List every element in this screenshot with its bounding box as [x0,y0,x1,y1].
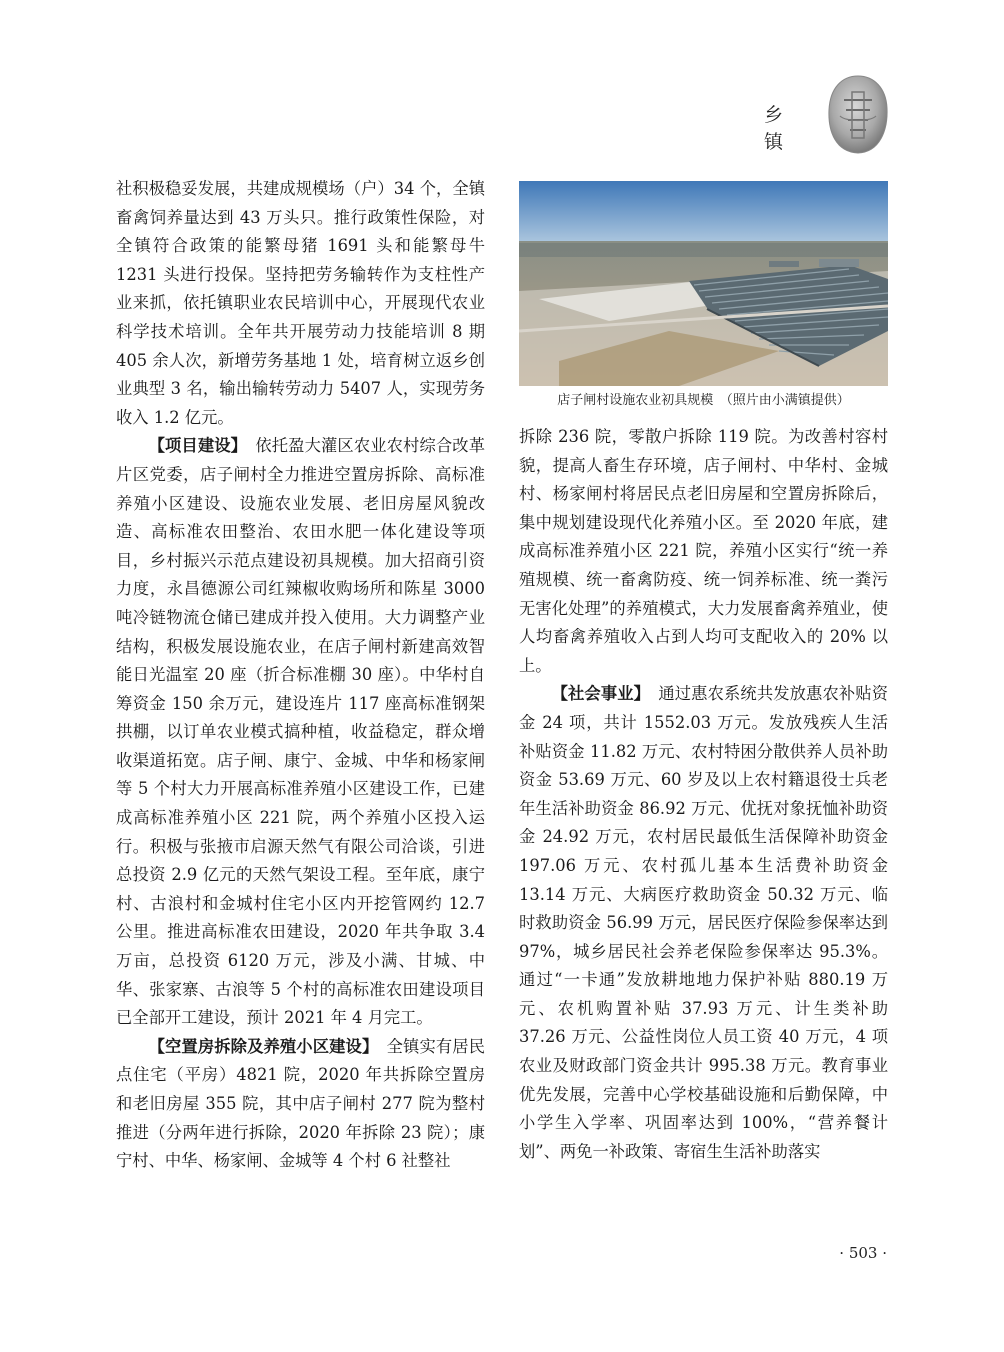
paragraph-social-affairs [519,680,888,1166]
paragraph-livestock-labor: 社积极稳妥发展，共建成规模场（户）34 个，全镇畜禽饲养量达到 43 万头只。推行政策性保险，对全镇符合政策的能繁母猪 1691 头和能繁母牛 1231 头进行投保。坚持把劳务输转作为支柱性产业来抓，依托镇职业农民培训中心，开展现代农业科学技术培训。全年共开展劳动力技能培训 8 期 405 余人次，新增劳务基地 1 处，培育树立返乡创业典型 3 名，输出输转劳动力 5407 人，实现劳务收入 1.2 亿元。 [116,179,485,427]
paragraph-breeding-community: 拆除 236 院，零散户拆除 119 院。为改善村容村貌，提高人畜生存环境，店子闸村、中华村、金城村、杨家闸村将居民点老旧房屋和空置房拆除后，集中规划建设现代化养殖小区。至 2020 年底，建成高标准养殖小区 221 院，养殖小区实行“统一养殖规模、统一畜禽防疫、统一饲养标准、统一粪污无害化处理”的养殖模式，大力发展畜禽养殖业，使人均畜禽养殖收入占到人均可支配收入的 20% 以上。 [519,427,888,675]
photo-caption: 店子闸村设施农业初具规模 （照片由小满镇提供） [557,393,850,408]
paragraph-body: 依托盈大灌区农业农村综合改革片区党委，店子闸村全力推进空置房拆除、高标准养殖小区建设、设施农业发展、老旧房屋风貌改造、高标准农田整治、农田水肥一体化建设等项目，乡村振兴示范点建设初具规模。加大招商引资力度，永昌德源公司红辣椒收购场所和陈星 3000 吨冷链物流仓储已建成并投入使用。大力调整产业结构，积极发展设施农业，在店子闸村新建高效智能日光温室 20 座（折合标准棚 30 座）。中华村自筹资金 150 余万元，建设连片 117 座高标准钢架拱棚，以订单农业模式搞种植，收益稳定，群众增收渠道拓宽。店子闸、康宁、金城、中华和杨家闸等 5 个村大力开展高标准养殖小区建设工作，已建成高标准养殖小区 221 院，两个养殖小区投入运行。积极与张掖市启源天然气有限公司洽谈，引进总投资 2.9 亿元的天然气架设工程。至年底，康宁村、古浪村和金城村住宅小区内开挖管网约 12.7 公里。推进高标准农田建设，2020 年共争取 3.4 万亩，总投资 6120 万元，涉及小满、甘城、中华、张家寨、古浪等 5 个村的高标准农田建设项目已全部开工建设，预计 2021 年 4 月完工。 [116,436,485,1028]
paragraph-body: 通过惠农系统共发放惠农补贴资金 24 项，共计 1552.03 万元。发放残疾人生活补贴资金 11.82 万元、农村特困分散供养人员补助资金 53.69 万元、60 岁及以上农村籍退役士兵老年生活补助资金 86.92 万元、优抚对象抚恤补助资金 24.92 万元，农村居民最低生活保障补助资金 197.06 万元、农村孤儿基本生活费补助资金 13.14 万元、大病医疗救助资金 50.32 万元、临时救助资金 56.99 万元，居民医疗保险参保率达到 97%，城乡居民社会养老保险参保率达 95.3%。通过“一卡通”发放耕地地力保护补贴 880.19 万元、农机购置补贴 37.93 万元、计生类补助 37.26 万元、公益性岗位人员工资 40 万元，4 项农业及财政部门资金共计 995.38 万元。教育事业优先发展，完善中心学校基础设施和后勤保障，中小学生入学率、巩固率达到 100%，“营养餐计划”、两免一补政策、寄宿生生活补助落实 [519,684,888,1161]
section-heading-vacant-house-demolition: 【空置房拆除及养殖小区建设】 [148,1036,371,1056]
paragraph-body: 全镇实有居民点住宅（平房）4821 院，2020 年共拆除空置房和老旧房屋 355 院，其中店子闸村 277 院为整村推进（分两年进行拆除，2020 年拆除 23 院）；康宁村、中华、杨家闸、金城等 4 个村 6 社整社 [116,1036,485,1171]
section-heading-project-construction: 【项目建设】 [148,436,239,456]
paragraph-project-construction [116,432,485,1032]
section-heading-social-affairs: 【社会事业】 [551,684,642,704]
paragraph-vacant-house-demolition [116,1033,485,1176]
greenhouse-aerial-photo [519,181,888,386]
seal-emblem-icon [826,72,890,156]
right-column [519,423,888,1166]
section-title: 乡 镇 [764,104,798,153]
left-column [116,175,485,1176]
page-number: · 503 · [839,1244,887,1262]
